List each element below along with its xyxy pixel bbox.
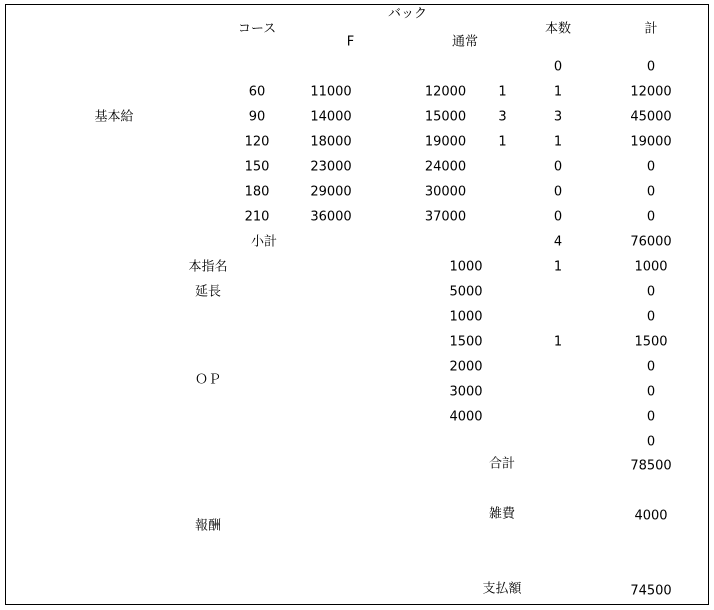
header-count: [522, 4, 595, 55]
course-cell: [221, 54, 294, 80]
designation-count-text: 1: [553, 259, 563, 274]
back-normal-price: [408, 204, 484, 230]
back-f-price-text: 18000: [310, 134, 352, 149]
subtotal-total: [594, 229, 709, 255]
count-cell: [522, 179, 595, 205]
course-cell: [221, 179, 294, 205]
back-normal-price-text: 37000: [424, 209, 467, 224]
reward-item-value: [594, 479, 709, 505]
subtotal-total-text: 76000: [630, 234, 672, 249]
back-normal-price: [408, 54, 484, 80]
op-total-text: 1500: [634, 334, 668, 349]
back-normal-count: [483, 104, 523, 130]
back-f-count: [369, 204, 409, 230]
op-price-text: 1500: [449, 334, 483, 349]
back-f-count: [369, 54, 409, 80]
back-f-price: [293, 179, 370, 205]
designation-label: [5, 254, 409, 280]
back-f-count: [369, 129, 409, 155]
reward-item-value-text: 78500: [630, 458, 672, 474]
back-normal-count: [483, 79, 523, 105]
back-f-price: [293, 129, 370, 155]
extension-price: [408, 279, 523, 305]
designation-price-text: 1000: [449, 259, 483, 274]
reward-item-label: [408, 504, 595, 530]
back-f-price: [293, 79, 370, 105]
back-normal-price: [408, 79, 484, 105]
back-normal-count-text: 1: [498, 134, 507, 149]
extension-total: [594, 279, 709, 305]
back-normal-count-text: 1: [498, 84, 507, 99]
reward-item-label: [408, 579, 595, 605]
count-cell: [522, 154, 595, 180]
reward-item-label: [408, 479, 595, 505]
op-price: [408, 329, 523, 355]
op-price: [408, 304, 523, 330]
course-cell: [221, 79, 294, 105]
header-course-text: コース: [237, 21, 277, 37]
course-cell-text: 210: [244, 209, 270, 224]
back-f-count: [369, 104, 409, 130]
course-cell: [221, 154, 294, 180]
course-cell-text: 120: [244, 134, 270, 149]
count-cell-text: 0: [553, 209, 563, 224]
header-back: [293, 4, 523, 30]
back-normal-count: [483, 204, 523, 230]
reward-item-value: [594, 529, 709, 555]
count-cell: [522, 104, 595, 130]
count-cell: [522, 54, 595, 80]
header-back-text: バック: [387, 6, 428, 22]
course-cell: [221, 204, 294, 230]
reward-item-value-text: 74500: [630, 583, 672, 599]
subtotal-label: [5, 229, 523, 255]
total-cell-text: 0: [646, 159, 656, 174]
op-total-text: 0: [646, 409, 656, 424]
op-price-text: 4000: [449, 409, 483, 424]
basic-pay-label-text: 基本給: [94, 109, 134, 125]
total-cell-text: 12000: [630, 84, 672, 99]
back-normal-price-text: 19000: [424, 134, 467, 149]
total-cell: [594, 104, 709, 130]
op-total: [594, 404, 709, 430]
count-cell: [522, 79, 595, 105]
designation-total-text: 1000: [634, 259, 668, 274]
count-cell-text: 0: [553, 159, 563, 174]
op-count: [522, 304, 595, 330]
header-back-normal: [408, 29, 523, 55]
op-price-text: 1000: [449, 309, 483, 324]
reward-item-label-text: 合計: [488, 456, 516, 472]
reward-item-value-text: 4000: [634, 508, 668, 524]
total-cell-text: 0: [646, 209, 656, 224]
back-f-price-text: 14000: [310, 109, 352, 124]
course-cell-text: 180: [244, 184, 270, 199]
reward-item-value: [594, 454, 709, 480]
reward-label-text: 報酬: [194, 518, 222, 534]
back-f-price: [293, 54, 370, 80]
back-f-price-text: 23000: [310, 159, 352, 174]
total-cell-text: 19000: [630, 134, 672, 149]
op-label: [5, 304, 409, 455]
total-cell: [594, 154, 709, 180]
op-total: [594, 429, 709, 455]
count-cell-text: 3: [553, 109, 563, 124]
back-normal-count: [483, 154, 523, 180]
course-cell-text: 60: [248, 84, 266, 99]
course-cell: [221, 129, 294, 155]
designation-count: [522, 254, 595, 280]
back-normal-price: [408, 179, 484, 205]
op-count: [522, 429, 595, 455]
op-price: [408, 404, 523, 430]
reward-item-label: [408, 554, 595, 580]
back-f-price: [293, 104, 370, 130]
header-total: [594, 4, 709, 55]
reward-item-label: [408, 454, 595, 480]
back-normal-count: [483, 129, 523, 155]
op-count: [522, 354, 595, 380]
reward-label: [5, 454, 409, 605]
count-cell-text: 0: [553, 184, 563, 199]
back-f-price-text: 36000: [310, 209, 352, 224]
back-normal-count: [483, 54, 523, 80]
subtotal-count-text: 4: [553, 234, 563, 249]
header-course: [221, 4, 294, 55]
back-f-count: [369, 179, 409, 205]
op-price: [408, 379, 523, 405]
back-normal-price: [408, 129, 484, 155]
extension-label: [5, 279, 409, 305]
op-price: [408, 354, 523, 380]
count-cell: [522, 204, 595, 230]
reward-item-value: [594, 554, 709, 580]
op-count: [522, 379, 595, 405]
op-total: [594, 329, 709, 355]
count-cell-text: 0: [553, 59, 563, 74]
reward-item-label: [408, 529, 595, 555]
extension-total-text: 0: [646, 284, 656, 299]
op-total-text: 0: [646, 359, 656, 374]
header-back-f-text: F: [346, 34, 355, 49]
course-cell-text: 90: [248, 109, 266, 124]
designation-total: [594, 254, 709, 280]
op-total-text: 0: [646, 309, 656, 324]
back-f-count: [369, 154, 409, 180]
back-f-price: [293, 154, 370, 180]
total-cell: [594, 204, 709, 230]
back-normal-price-text: 15000: [424, 109, 467, 124]
op-total: [594, 354, 709, 380]
op-count: [522, 404, 595, 430]
reward-item-value: [594, 579, 709, 605]
back-normal-count: [483, 179, 523, 205]
reward-item-value: [594, 504, 709, 530]
total-cell: [594, 54, 709, 80]
extension-count: [522, 279, 595, 305]
op-total-text: 0: [646, 384, 656, 399]
pay-sheet-table: [5, 4, 708, 604]
op-label-text: ＯＰ: [194, 372, 222, 388]
extension-label-text: 延長: [194, 284, 222, 299]
op-price-text: 2000: [449, 359, 483, 374]
basic-pay-label: [5, 4, 222, 230]
back-f-price: [293, 204, 370, 230]
op-count: [522, 329, 595, 355]
back-normal-price-text: 12000: [424, 84, 467, 99]
count-cell-text: 1: [553, 134, 563, 149]
reward-item-label-text: 支払額: [482, 581, 522, 597]
back-f-price-text: 11000: [310, 84, 352, 99]
subtotal-count: [522, 229, 595, 255]
total-cell: [594, 129, 709, 155]
back-f-count: [369, 79, 409, 105]
op-total: [594, 379, 709, 405]
back-normal-price: [408, 154, 484, 180]
back-normal-count-text: 3: [498, 109, 507, 124]
op-total-text: 0: [646, 434, 656, 449]
subtotal-label-text: 小計: [250, 234, 278, 249]
header-total-text: 計: [644, 21, 658, 37]
total-cell-text: 45000: [630, 109, 672, 124]
op-price-text: 3000: [449, 384, 483, 399]
op-price: [408, 429, 523, 455]
back-normal-price-text: 30000: [424, 184, 467, 199]
op-total: [594, 304, 709, 330]
total-cell: [594, 179, 709, 205]
total-cell-text: 0: [646, 59, 656, 74]
course-cell-text: 150: [244, 159, 270, 174]
course-cell: [221, 104, 294, 130]
count-cell: [522, 129, 595, 155]
designation-label-text: 本指名: [188, 259, 228, 274]
op-count-text: 1: [553, 334, 563, 349]
header-back-f: [293, 29, 409, 55]
header-back-normal-text: 通常: [451, 34, 479, 49]
header-count-text: 本数: [544, 21, 572, 37]
reward-item-label-text: 雑費: [488, 506, 516, 522]
count-cell-text: 1: [553, 84, 563, 99]
extension-price-text: 5000: [449, 284, 483, 299]
back-normal-price-text: 24000: [424, 159, 467, 174]
back-normal-price: [408, 104, 484, 130]
designation-price: [408, 254, 523, 280]
total-cell-text: 0: [646, 184, 656, 199]
total-cell: [594, 79, 709, 105]
back-f-price-text: 29000: [310, 184, 352, 199]
